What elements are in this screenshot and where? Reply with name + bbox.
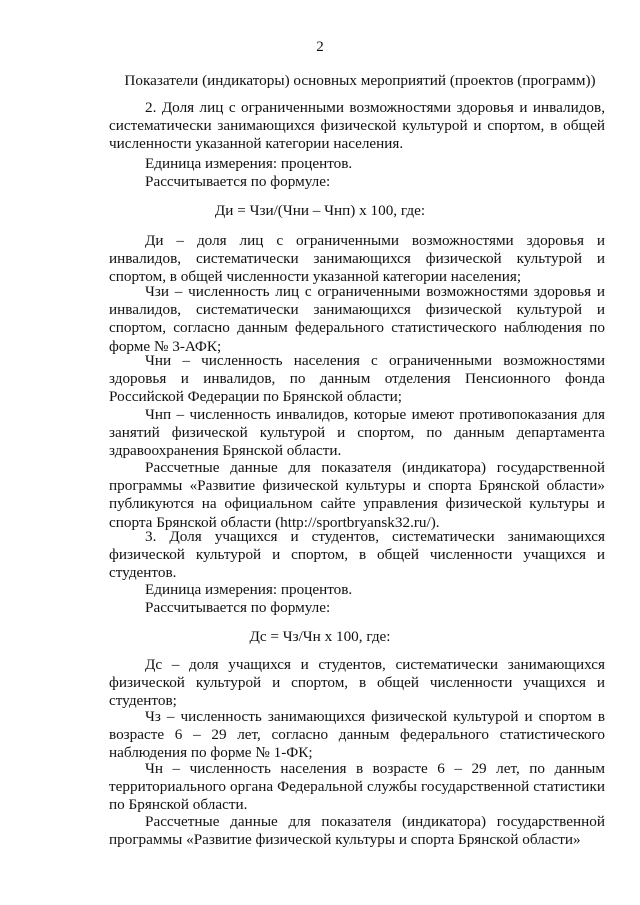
item2-unit: Единица измерения: процентов.	[145, 155, 353, 172]
item3-def-chn: Чн – численность населения в возрасте 6 – 29 лет, по данным территориального органа Федеральной службы государственной статистики по Брянской области.	[109, 760, 605, 814]
item3-title: 3. Доля учащихся и студентов, систематически занимающихся физической культурой и спортом, в общей численности учащихся и студентов.	[109, 528, 605, 582]
item2-publish-note: Рассчетные данные для показателя (индикатора) государственной программы «Развитие физической культуры и спорта Брянской области» публикуются на официальном сайте управления физической культуры и спорта Брянской области (http://sportbryansk32.ru/).	[109, 459, 605, 531]
item2-def-chnp: Чнп – численность инвалидов, которые имеют противопоказания для занятий физической культурой и спортом, по данным департамента здравоохранения Брянской области.	[109, 406, 605, 460]
item3-formula: Дс = Чз/Чн x 100, где:	[249, 628, 391, 645]
item3-unit: Единица измерения: процентов.	[145, 581, 353, 598]
item3-def-chz: Чз – численность занимающихся физической культурой и спортом в возрасте 6 – 29 лет, согласно данным федерального статистического наблюдения по форме № 1-ФК;	[109, 708, 605, 762]
item2-def-chzi: Чзи – численность лиц с ограниченными возможностями здоровья и инвалидов, систематически занимающихся физической культурой и спортом, согласно данным федерального статистического наблюдения по форме № 3-АФК;	[109, 283, 605, 355]
item2-def-chni: Чни – численность населения с ограниченными возможностями здоровья и инвалидов, по данным отделения Пенсионного фонда Российской Федерации по Брянской области;	[109, 352, 605, 406]
item2-title: 2. Доля лиц с ограниченными возможностями здоровья и инвалидов, систематически занимающихся физической культурой и спортом, в общей численности указанной категории населения.	[109, 99, 605, 153]
section-heading: Показатели (индикаторы) основных мероприятий (проектов (программ))	[124, 72, 596, 89]
item3-def-ds: Дс – доля учащихся и студентов, систематически занимающихся физической культурой и спортом, в общей численности учащихся и студентов;	[109, 656, 605, 710]
item3-calc-label: Рассчитывается по формуле:	[145, 599, 331, 616]
item2-calc-label: Рассчитывается по формуле:	[145, 173, 331, 190]
item2-formula: Ди = Чзи/(Чни – Чнп) x 100, где:	[214, 202, 426, 219]
item2-def-di: Ди – доля лиц с ограниченными возможностями здоровья и инвалидов, систематически занимающихся физической культурой и спортом, в общей численности указанной категории населения;	[109, 232, 605, 286]
item3-publish-note: Рассчетные данные для показателя (индикатора) государственной программы «Развитие физической культуры и спорта Брянской области»	[109, 813, 605, 849]
page-number: 2	[316, 39, 324, 55]
